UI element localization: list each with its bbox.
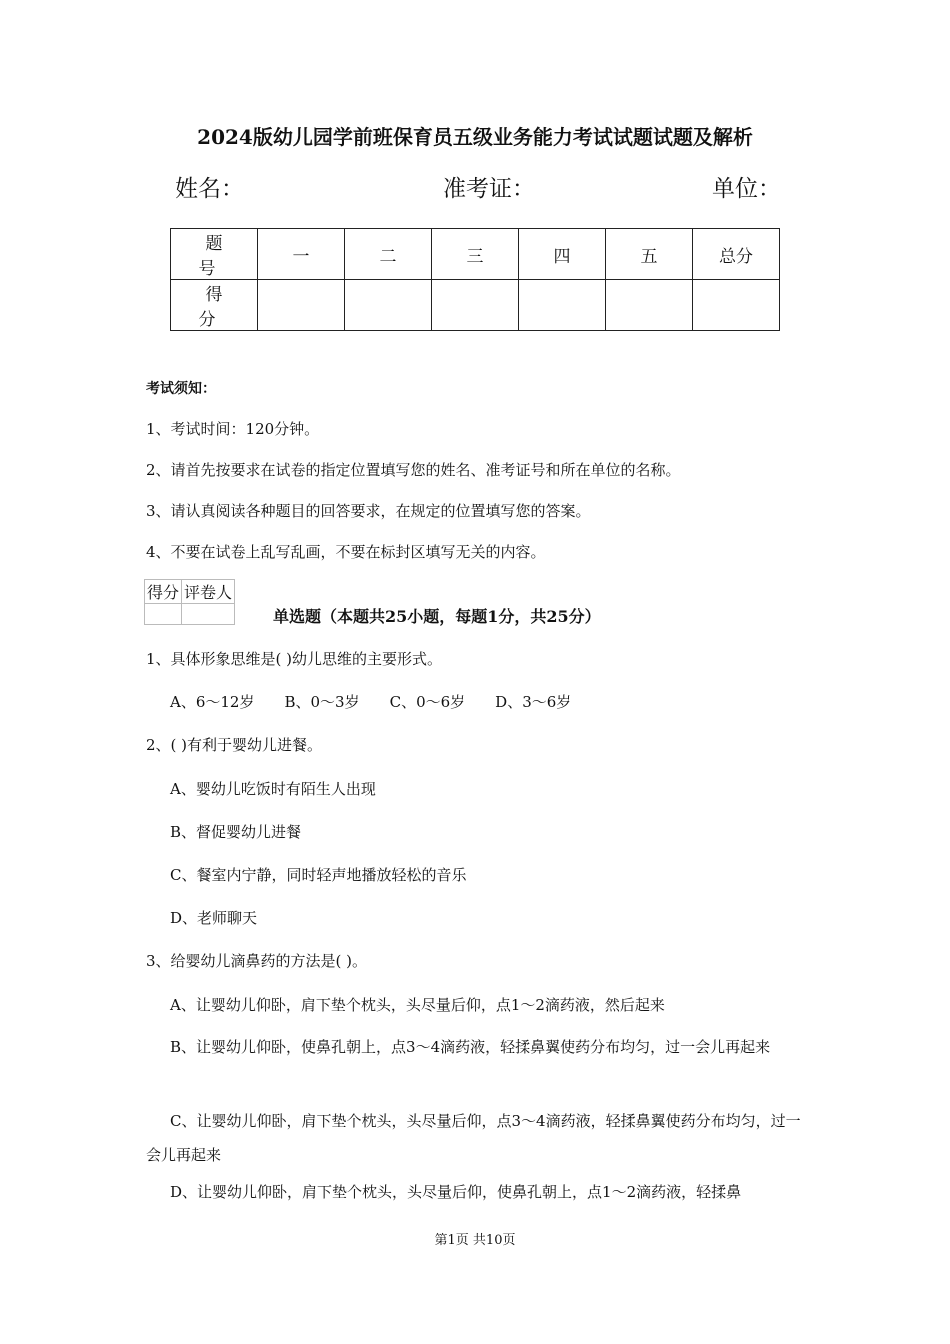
- option[interactable]: B、0～3岁: [284, 693, 360, 711]
- grader-name-cell[interactable]: [182, 604, 235, 625]
- option[interactable]: C、0～6岁: [389, 693, 466, 711]
- unit-label: 单位：: [712, 176, 781, 202]
- score-table-cell: 四: [519, 229, 606, 280]
- grader-score-cell[interactable]: [145, 604, 182, 625]
- score-table-score-row: [171, 280, 780, 331]
- score-table-header-row: [171, 229, 780, 280]
- score-input-cell[interactable]: [432, 280, 519, 331]
- page-title: 2024版幼儿园学前班保育员五级业务能力考试试题试题及解析: [197, 125, 753, 149]
- note-item: 1、考试时间：120分钟。: [146, 420, 320, 438]
- note-item: 2、请首先按要求在试卷的指定位置填写您的姓名、准考证号和所在单位的名称。: [146, 461, 681, 479]
- option[interactable]: D、老师聊天: [170, 909, 258, 927]
- score-table-cell: 题 号: [171, 229, 258, 280]
- grader-score-label: 得分: [145, 580, 182, 604]
- section-title: 单选题（本题共25小题，每题1分，共25分）: [273, 607, 601, 626]
- score-table: [170, 228, 780, 331]
- grader-name-label: 评卷人: [182, 580, 235, 604]
- question-options-row: [170, 691, 601, 712]
- notes-heading: 考试须知：: [146, 381, 216, 397]
- note-item: 4、不要在试卷上乱写乱画，不要在标封区填写无关的内容。: [146, 543, 546, 561]
- score-table-cell: 五: [606, 229, 693, 280]
- option[interactable]: C、餐室内宁静，同时轻声地播放轻松的音乐: [170, 866, 467, 884]
- option[interactable]: C、让婴幼儿仰卧，肩下垫个枕头，头尽量后仰，点3～4滴药液，轻揉鼻翼使药分布均匀，过一会儿再起来: [146, 1112, 801, 1164]
- score-row-label: 得 分: [171, 280, 258, 331]
- question-stem: 1、具体形象思维是( )幼儿思维的主要形式。: [146, 650, 443, 668]
- exam-id-label: 准考证：: [443, 176, 535, 202]
- score-input-cell[interactable]: [258, 280, 345, 331]
- option[interactable]: D、让婴幼儿仰卧，肩下垫个枕头，头尽量后仰，使鼻孔朝上，点1～2滴药液，轻揉鼻: [170, 1183, 742, 1201]
- option[interactable]: B、督促婴幼儿进餐: [170, 823, 302, 841]
- score-input-cell[interactable]: [693, 280, 780, 331]
- option[interactable]: B、让婴幼儿仰卧，使鼻孔朝上，点3～4滴药液，轻揉鼻翼使药分布均匀，过一会儿再起来: [170, 1038, 771, 1056]
- score-input-cell[interactable]: [345, 280, 432, 331]
- page-footer: 第1页 共10页: [434, 1233, 516, 1248]
- question-stem: 3、给婴幼儿滴鼻药的方法是( )。: [146, 952, 368, 970]
- note-item: 3、请认真阅读各种题目的回答要求，在规定的位置填写您的答案。: [146, 502, 591, 520]
- score-table-cell: 一: [258, 229, 345, 280]
- score-input-cell[interactable]: [519, 280, 606, 331]
- question-stem: 2、( )有利于婴幼儿进餐。: [146, 736, 323, 754]
- option[interactable]: A、让婴幼儿仰卧，肩下垫个枕头，头尽量后仰，点1～2滴药液，然后起来: [170, 996, 665, 1014]
- option[interactable]: A、6～12岁: [170, 693, 255, 711]
- option[interactable]: A、婴幼儿吃饭时有陌生人出现: [170, 780, 376, 798]
- score-input-cell[interactable]: [606, 280, 693, 331]
- name-label: 姓名：: [175, 176, 244, 202]
- option[interactable]: D、3～6岁: [495, 693, 572, 711]
- score-table-cell: 二: [345, 229, 432, 280]
- score-table-cell: 三: [432, 229, 519, 280]
- score-table-cell: 总分: [693, 229, 780, 280]
- grader-box: [144, 579, 235, 625]
